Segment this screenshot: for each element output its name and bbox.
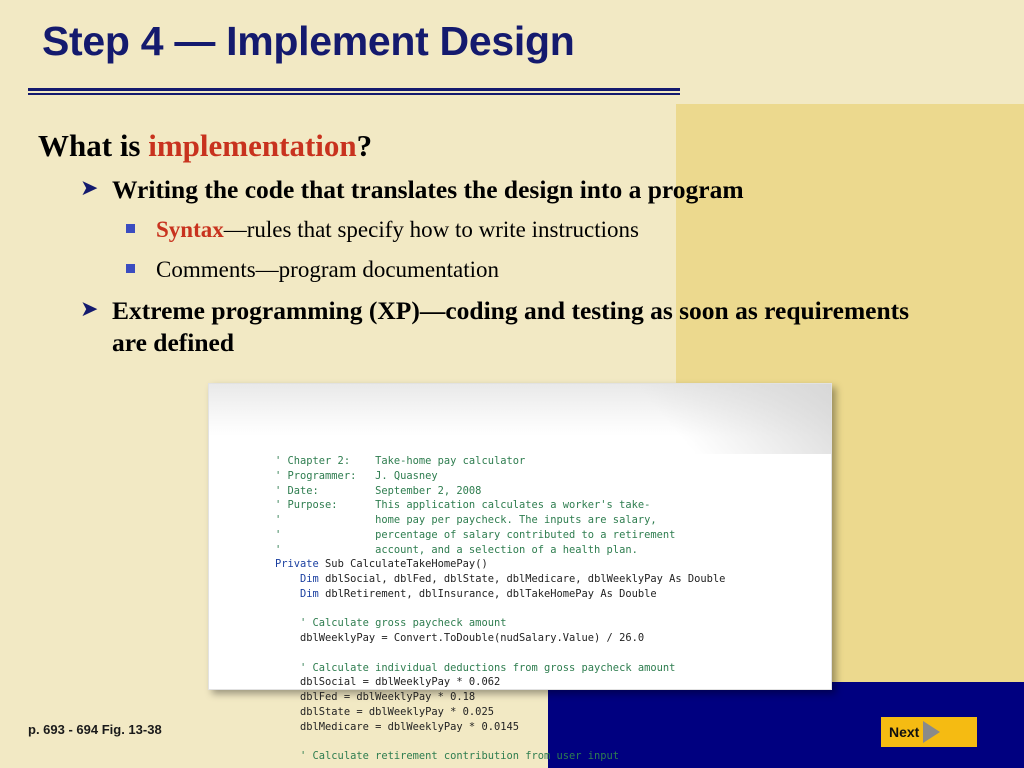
page-title: Step 4 — Implement Design [42,18,575,64]
bullet-text: Extreme programming (XP)—coding and testing as soon as requirements are defined [112,296,910,357]
bullet-level2-item [38,255,938,285]
code-listing-screenshot [208,383,832,763]
heading-accent-term: implementation [148,128,357,163]
arrow-bullet-icon: ➤ [80,175,99,201]
title-divider [28,88,680,95]
bullet-level1-item [38,174,938,206]
content-body [38,128,938,358]
heading-suffix: ? [356,128,373,163]
play-arrow-icon [923,721,940,743]
arrow-bullet-icon: ➤ [80,297,99,323]
square-bullet-icon [126,264,135,273]
bullet-text: Comments—program documentation [156,257,500,283]
paper-sheen-corner [611,384,831,454]
next-button[interactable] [881,717,977,747]
bullet-level1-item [38,295,938,358]
bullet-term: Syntax [156,217,224,243]
heading-prefix: What is [38,128,149,163]
bullet-text: Writing the code that translates the design into a program [112,174,744,204]
footer-citation: p. 693 - 694 Fig. 13-38 [28,722,162,737]
square-bullet-icon [126,224,135,233]
code-listing-text: ' Chapter 2: Take-home pay calculator ' Programmer: J. Quasney ' Date: September 2, 2008 ' Purpose: This application calculates a worker's take- ' home pay per paycheck. The inputs are salary, ' percentage of salary contributed to a retirement ' account, and a selection of a health plan. Private Sub CalculateTakeHomePay() Dim dblSocial, dblFed, dblState, dblMedicare, dblWeeklyPay As Double Dim dblRetirement, dblInsurance, dblTakeHomePay As Double ' Calculate gross paycheck amount dblWeeklyPay = Convert.ToDouble(nudSalary.Value) / 26.0 ' Calculate individual deductions from gross paycheck amount dblSocial = dblWeeklyPay * 0.062 dblFed = dblWeeklyPay * 0.18 dblState = dblWeeklyPay * 0.025 dblMedicare = dblWeeklyPay * 0.0145 ' Calculate retirement contribution from user input [275,455,726,763]
bullet-text: —rules that specify how to write instructions [223,217,639,243]
section-heading [38,128,938,164]
bullet-level2-item [38,215,938,245]
next-button-label: Next [889,724,920,740]
